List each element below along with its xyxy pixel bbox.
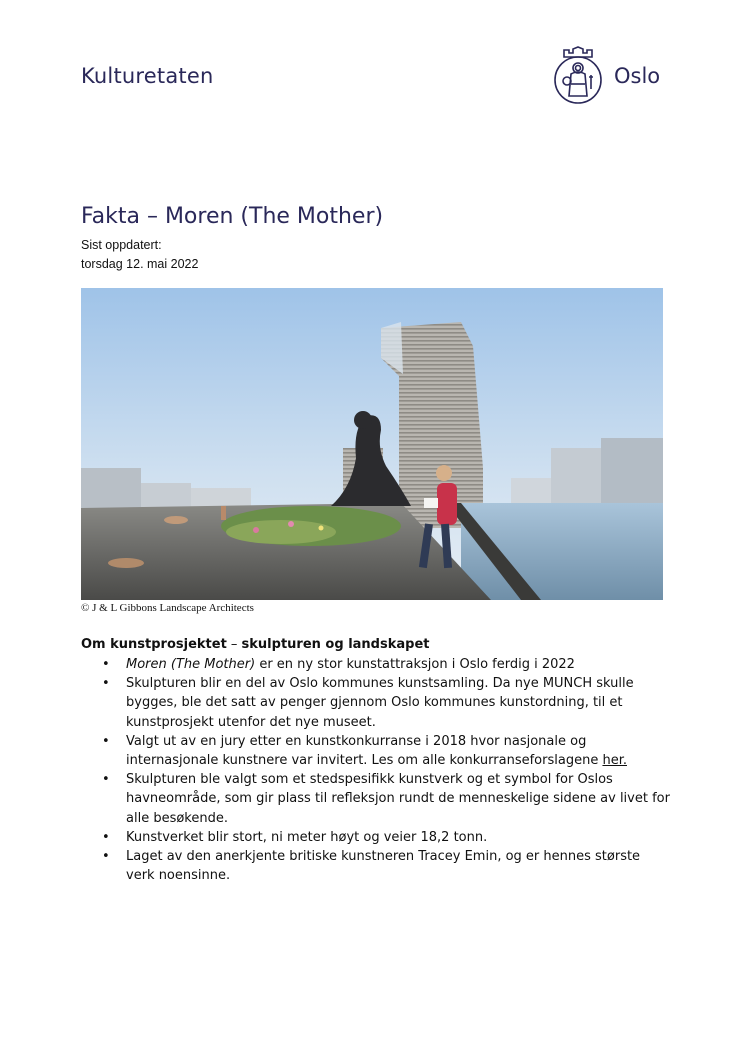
section-heading <box>81 637 429 652</box>
updated-date: torsdag 12. mai 2022 <box>81 257 199 271</box>
fact-list <box>81 655 671 885</box>
org-name: Kulturetaten <box>81 64 214 88</box>
section-heading-bold: Om kunstprosjektet <box>81 637 227 652</box>
list-item-text: Laget av den anerkjente britiske kunstneren Tracey Emin, og er hennes største verk noensinne. <box>126 849 641 884</box>
list-item <box>81 732 671 770</box>
list-item-text: Valgt ut av en jury etter en kunstkonkurranse i 2018 hvor nasjonale og internasjonale kunstnere var invitert. Les om alle konkurranseforslagene <box>126 733 603 769</box>
list-item-text: er en ny stor kunstattraksjon i Oslo ferdig i 2022 <box>255 657 575 672</box>
document-title: Fakta – Moren (The Mother) <box>81 204 384 229</box>
section-heading-bold-2: skulpturen og landskapet <box>241 637 430 652</box>
oslo-logo <box>553 44 665 106</box>
list-item <box>81 828 671 847</box>
hero-image <box>81 288 663 600</box>
list-item <box>81 655 671 674</box>
list-item <box>81 770 671 828</box>
image-credit: © J & L Gibbons Landscape Architects <box>81 602 254 614</box>
list-item-text: Kunstverket blir stort, ni meter høyt og veier 18,2 tonn. <box>126 829 488 845</box>
list-item-text: Skulpturen ble valgt som et stedspesifikk kunstverk og et symbol for Oslos havneområde, som gir plass til refleksjon rundt de menneskelige sidene av livet for alle besøkende. <box>126 772 670 826</box>
updated-label: Sist oppdatert: <box>81 238 162 252</box>
oslo-seal-icon <box>553 44 603 106</box>
list-item <box>81 674 671 732</box>
competition-link[interactable]: her. <box>602 753 627 769</box>
list-item <box>81 847 671 885</box>
section-heading-dash: – <box>226 637 242 652</box>
munch-sculpture-render <box>81 288 663 600</box>
artwork-title: Moren (The Mother) <box>126 657 256 672</box>
logo-text: Oslo <box>614 64 661 88</box>
list-item-text: Skulpturen blir en del av Oslo kommunes kunstsamling. Da nye MUNCH skulle bygges, ble det satt av penger gjennom Oslo kommunes kunstordning, til et kunstprosjekt utenfor det nye museet. <box>126 676 634 730</box>
